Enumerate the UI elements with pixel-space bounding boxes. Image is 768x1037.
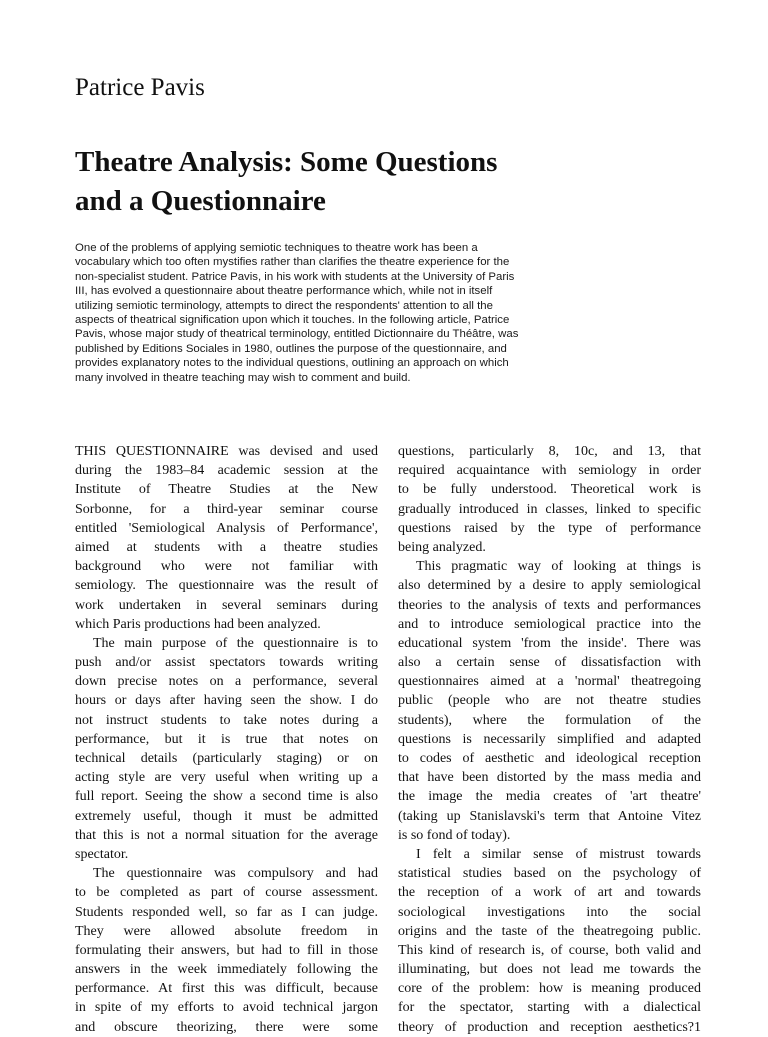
body-line: origins and the taste of the theatregoing public.	[398, 923, 701, 939]
body-line: gradually introduced in classes, linked to specific	[398, 501, 701, 517]
body-line: sociological investigations into the social	[398, 904, 701, 920]
body-line: full report. Seeing the show a second time is also	[75, 789, 378, 805]
abstract-line: utilizing semiotic terminology, attempts to direct the respondents' attention to all the	[75, 299, 493, 312]
body-line: to be completed as part of course assessment.	[75, 885, 378, 901]
body-line: statistical studies based on the psychology of	[398, 866, 701, 882]
body-line: to be fully understood. Theoretical work is	[398, 482, 701, 498]
body-line: acting style are very useful when writing up a	[75, 770, 378, 786]
body-line: not instruct students to take notes during a	[75, 712, 378, 728]
body-line: THIS QUESTIONNAIRE was devised and used	[75, 444, 378, 459]
body-line: performance. At first this was difficult, because	[75, 981, 378, 997]
body-line: extremely useful, though it must be admitted	[75, 808, 378, 824]
body-line: also a certain sense of dissatisfaction with	[398, 655, 701, 671]
body-line: This kind of research is, of course, both valid and	[398, 942, 701, 958]
title-line: and a Questionnaire	[75, 185, 326, 217]
author-name: Patrice Pavis	[75, 74, 205, 101]
body-line: They were allowed absolute freedom in	[75, 923, 378, 939]
body-line: also determined by a desire to apply semiological	[398, 578, 701, 594]
body-line: Students responded well, so far as I can judge.	[75, 904, 378, 920]
body-line: for the spectator, starting with a dialectical	[398, 1000, 701, 1016]
body-line: the reception of a work of art and towards	[398, 885, 701, 901]
abstract-line: non-specialist student. Patrice Pavis, in his work with students at the University of Paris	[75, 270, 515, 283]
body-line: public (people who are not theatre studies	[398, 693, 701, 709]
article-title	[75, 143, 695, 221]
body-line: to codes of aesthetic and ideological reception	[398, 751, 701, 766]
abstract-line: published by Editions Sociales in 1980, outlines the purpose of the questionnaire, and	[75, 342, 507, 355]
body-line: technical details (particularly staging) or on	[75, 751, 378, 766]
body-line: work undertaken in several seminars during	[75, 597, 378, 613]
abstract-line: III, has evolved a questionnaire about theatre performance which, while not in itself	[75, 285, 493, 298]
body-line: This pragmatic way of looking at things is	[416, 559, 701, 575]
body-line: theory of production and reception aesthetics?1	[398, 1019, 701, 1035]
body-line: is so fond of today).	[398, 827, 511, 843]
body-line: in spite of my efforts to avoid technical jargon	[75, 1000, 378, 1016]
body-line: questions, particularly 8, 10c, and 13, that	[398, 444, 701, 459]
body-column-left	[75, 442, 378, 1037]
body-line: I felt a similar sense of mistrust towards	[416, 846, 701, 862]
abstract-line: One of the problems of applying semiotic techniques to theatre work has been a	[75, 242, 478, 254]
body-line: educational system 'from the inside'. There was	[398, 635, 701, 651]
body-line: The questionnaire was compulsory and had	[93, 866, 378, 882]
abstract	[75, 241, 635, 385]
body-line: formulating their answers, but had to fill in those	[75, 942, 378, 958]
body-line: The main purpose of the questionnaire is to	[93, 635, 378, 651]
body-line: which Paris productions had been analyzed.	[75, 616, 321, 632]
body-line: and obscure theorizing, there were some	[75, 1019, 378, 1035]
body-line: theories to the analysis of texts and performances	[398, 597, 701, 613]
body-line: questions is necessarily simplified and adapted	[398, 731, 701, 747]
body-line: (taking up Stanislavski's term that Antoine Vitez	[398, 808, 701, 824]
body-column-right	[398, 442, 701, 1037]
body-line: during the 1983–84 academic session at the	[75, 463, 378, 479]
body-line: push and/or assist spectators towards writing	[75, 655, 378, 671]
body-line: being analyzed.	[398, 539, 486, 555]
body-line: illuminating, but does not lead me towards the	[398, 962, 701, 978]
body-line: the image the media creates of 'art theatre'	[398, 789, 701, 805]
body-line: Institute of Theatre Studies at the New	[75, 482, 378, 498]
abstract-line: vocabulary which too often mystifies rather than clarifies the theatre experience for the	[75, 256, 510, 269]
title-line: Theatre Analysis: Some Questions	[75, 146, 498, 178]
abstract-line: aspects of theatrical signification upon which it touches. In the following article, Patrice	[75, 314, 510, 327]
body-line: hours or days after having seen the show. I do	[75, 693, 378, 709]
body-line: and to introduce semiological practice into the	[398, 616, 701, 632]
body-line: performance, but it is true that notes on	[75, 731, 378, 747]
body-line: that have been distorted by the mass media and	[398, 770, 701, 786]
abstract-line: provides explanatory notes to the individual questions, outlining an approach on which	[75, 357, 509, 370]
body-line: semiology. The questionnaire was the result of	[75, 578, 378, 594]
abstract-line: Pavis, whose major study of theatrical terminology, entitled Dictionnaire du Théâtre, was	[75, 328, 519, 341]
body-line: answers in the week immediately following the	[75, 962, 378, 978]
body-line: required acquaintance with semiology in order	[398, 463, 701, 479]
body-line: entitled 'Semiological Analysis of Performance',	[75, 520, 378, 536]
body-line: background who were not familiar with	[75, 559, 378, 575]
body-line: questionnaires aimed at a 'normal' theatregoing	[398, 674, 701, 690]
body-line: questions raised by the type of performance	[398, 520, 701, 536]
body-line: students), where the formulation of the	[398, 712, 701, 728]
body-line: core of the problem: how is meaning produced	[398, 981, 701, 997]
abstract-line: many involved in theatre teaching may wish to comment and build.	[75, 371, 411, 384]
body-line: Sorbonne, for a third-year seminar course	[75, 501, 378, 517]
body-line: that this is not a normal situation for the average	[75, 827, 378, 843]
body-line: down precise notes on a performance, several	[75, 674, 378, 690]
body-line: spectator.	[75, 846, 129, 862]
body-line: aimed at students with a theatre studies	[75, 539, 378, 555]
